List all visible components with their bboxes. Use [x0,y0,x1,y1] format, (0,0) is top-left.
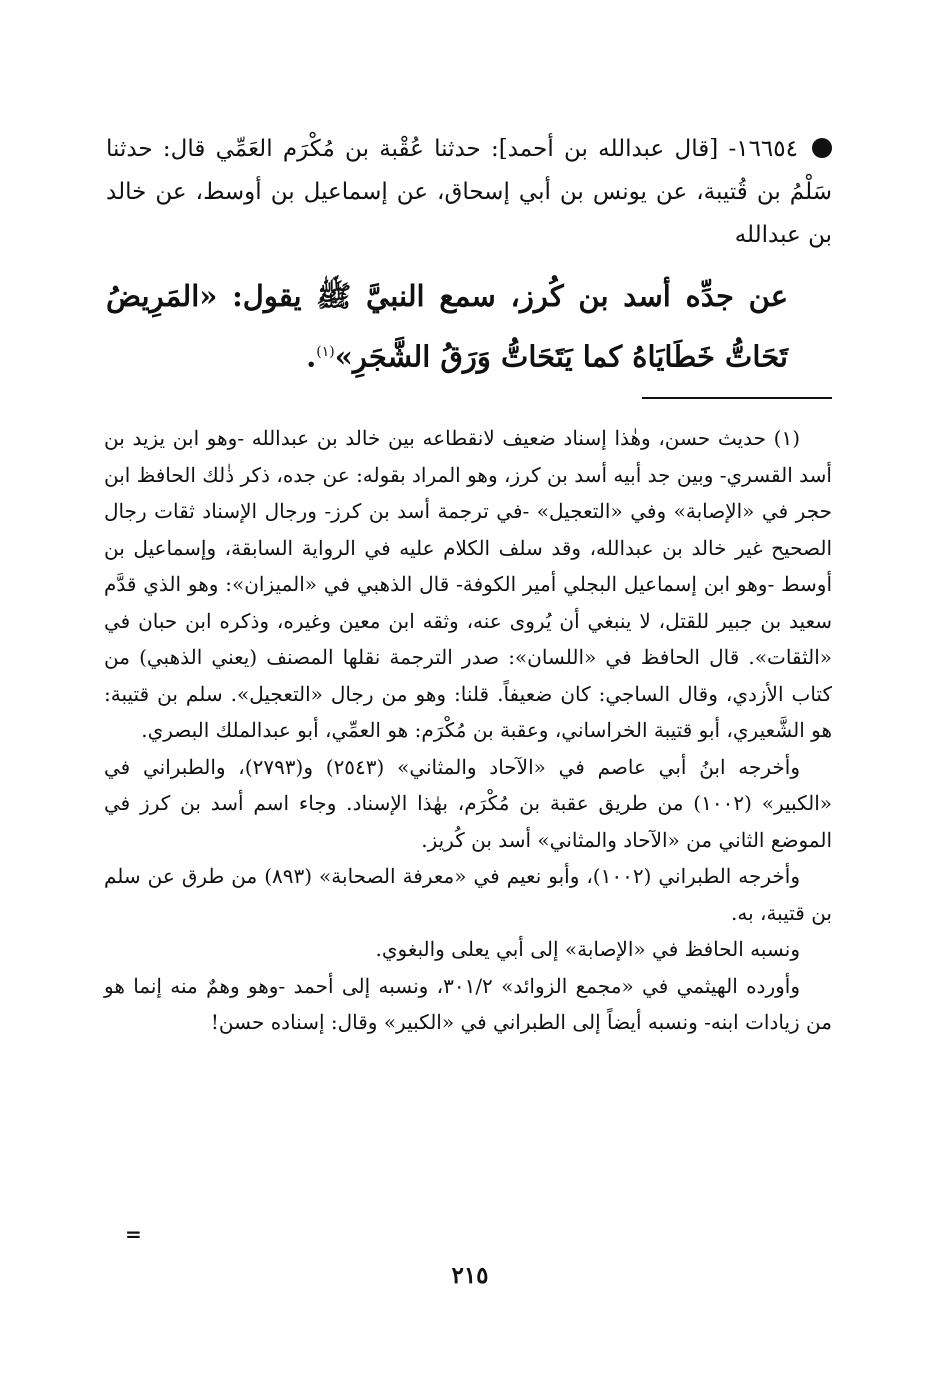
footnote-paragraph: وأورده الهيثمي في «مجمع الزوائد» ٣٠١/٢، ونسبه إلى أحمد -وهو وهمٌ منه إنما هو من زيادات ابنه- ونسبه أيضاً إلى الطبراني في «الكبير» وقال: إسناده حسن! [104,973,832,1034]
footnote-paragraph: وأخرجه ابنُ أبي عاصم في «الآحاد والمثاني» (٢٥٤٣) و(٢٧٩٣)، والطبراني في «الكبير» (١٠٠٢) من طريق عقبة بن مُكْرَم، بهٰذا الإسناد. وجاء اسم أسد بن كرز في الموضع الثاني من «الآحاد والمثاني» أسد بن كُريز. [104,754,833,852]
hadith-isnad [106,128,832,257]
page-number: ٢١٥ [451,1262,489,1289]
footnote-paragraph: ونسبه الحافظ في «الإصابة» إلى أبي يعلى والبغوي. [375,937,800,961]
footnote-paragraph: (١) حديث حسن، وهٰذا إسناد ضعيف لانقطاعه بين خالد بن عبدالله -وهو ابن يزيد بن أسد القسري- وبين جد أبيه أسد بن كرز، وهو المراد بقوله: عن جده، ذكر ذٰلك الحافظ ابن حجر في «الإصابة» وفي «التعجيل» -في ترجمة أسد بن كرز- ورجال الإسناد ثقات رجال الصحيح غير خالد بن عبدالله، وقد سلف الكلام عليه في الرواية السابقة، وإسماعيل بن أوسط -وهو ابن إسماعيل البجلي أمير الكوفة- قال الذهبي في «الميزان»: وهو الذي قدَّم سعيد بن جبير للقتل، لا ينبغي أن يُروى عنه، وثقه ابن معين وغيره، وذكره ابن حبان في «الثقات». قال الحافظ في «اللسان»: صدر الترجمة نقلها المصنف (يعني الذهبي) من كتاب الأزدي، وقال الساجي: كان ضعيفاً. قلنا: وهو من رجال «التعجيل». سلم بن قتيبة: هو الشَّعيري، أبو قتيبة الخراساني، وعقبة بن مُكْرَم: هو العمِّي، أبو عبدالملك البصري. [104,426,832,742]
hadith-matn [106,268,832,385]
continuation-mark: = [125,1222,142,1246]
footnote-reference: (١) [316,344,335,360]
footnotes [104,420,832,1041]
bullet-icon [812,138,832,158]
matn-end-punctuation: . [306,339,317,374]
footnote-paragraph: وأخرجه الطبراني (١٠٠٢)، وأبو نعيم في «معرفة الصحابة» (٨٩٣) من طرق عن سلم بن قتيبة، به. [104,864,832,925]
matn-text: عن جدِّه أسد بن كُرز، سمع النبيَّ ﷺ يقول: «المَرِيضُ تَحَاتُّ خَطَايَاهُ كما يَتَحَاتُّ وَرَقُ الشَّجَرِ» [106,279,788,374]
hadith-number: ١٦٦٥٤- [728,136,798,162]
footnote-separator [642,397,832,399]
isnad-text: [قال عبدالله بن أحمد]: حدثنا عُقْبة بن مُكْرَم العَمِّي قال: حدثنا سَلْمُ بن قُتيبة، عن يونس بن أبي إسحاق، عن إسماعيل بن أوسط، عن خالد بن عبدالله [106,136,832,248]
